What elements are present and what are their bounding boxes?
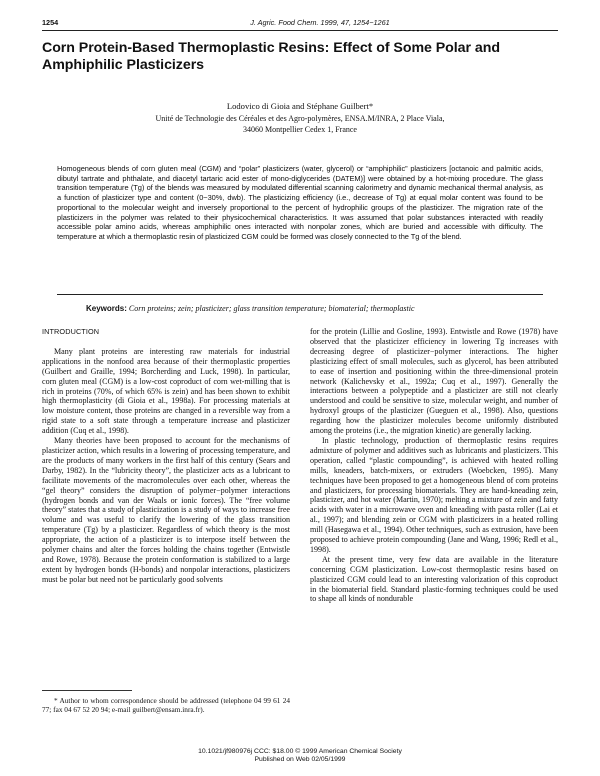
right-column bbox=[310, 327, 558, 604]
footnote-rule bbox=[42, 690, 132, 691]
affiliation-line-2: 34060 Montpellier Cedex 1, France bbox=[243, 124, 357, 134]
keywords-list: Corn proteins; zein; plasticizer; glass transition temperature; biomaterial; thermoplastic bbox=[128, 304, 415, 313]
affiliation bbox=[42, 114, 558, 135]
body-paragraph: Many theories have been proposed to account for the mechanisms of plasticizer action, which results in a lowering of processing temperature, and are the products of many workers in the first half of this century (Sears and Darby, 1982). In the “lubricity theory”, the plasticizer acts as a lubricant to facilitate movements of the macromolecules over each other, whereas the “gel theory” considers the disruption of polymer−polymer interactions (hydrogen bonds and van der Waals or ionic forces). The “free volume theory” states that a study of plasticization is a study of ways to increase free volume and was useful to clarify the lowering of the glass transition temperature (Tg) by a plasticizer. Regardless of which theory is the most appropriate, the action of a plasticizer is to interpose itself between the polymer chains and alter the forces holding the chains together (Entwistle and Rowe, 1978). Because the protein conformation is stabilized to a large extent by hydrogen bonds (H-bonds) and nonpolar interactions, plasticizers must be polar but need not be particularly good solvents bbox=[42, 436, 290, 584]
page-number: 1254 bbox=[42, 18, 59, 27]
section-heading-introduction: INTRODUCTION bbox=[42, 327, 100, 336]
author-list: Lodovico di Gioia and Stéphane Guilbert* bbox=[226, 101, 374, 111]
affiliation-line-1: Unité de Technologie des Céréales et des Agro-polymères, ENSA.M/INRA, 2 Place Viala, bbox=[155, 114, 445, 123]
keywords-label: Keywords: bbox=[86, 304, 127, 313]
article-title: Corn Protein-Based Thermoplastic Resins: Effect of Some Polar and Amphiphilic Plasticizers bbox=[42, 40, 500, 73]
left-column bbox=[42, 327, 290, 585]
page-footer bbox=[42, 748, 558, 765]
body-paragraph: Many plant proteins are interesting raw materials for industrial applications in the nonfood area because of their thermoplastic properties (Guilbert and Graille, 1994; Borcherding and Luck, 1998). In particular, corn gluten meal (CGM) is a low-cost coproduct of corn wet-milling that is rich in proteins (70%, of which 65% is zein) and has been shown to exhibit high thermoplasticity (di Gioia et al., 1998a). For processing materials at low moisture content, those proteins are changed in a reversible way from a rigid state to a soft state through a temperature increase and plasticizer addition (Cuq et al., 1998). bbox=[42, 346, 290, 436]
publication-date-line: Published on Web 02/05/1999 bbox=[254, 756, 346, 764]
abstract: Homogeneous blends of corn gluten meal (CGM) and “polar” plasticizers (water, glycerol) or “amphiphilic” plasticizers [octanoic and palmitic acids, dibutyl tartrate and phthalate, and diacetyl tartaric acid ester of mono-diglycerides (DATEM)] were obtained by a hot-mixing procedure. The glass transition temperature (Tg) of the blends was measured by modulated differential scanning calorimetry and dynamic mechanical thermal analysis, as a function of plasticizer type and content (0−30%, dwb). The plasticizing efficiency (i.e., decrease of Tg) at equal molar content was found to be proportional to the molecular weight and inversely proportional to the percent of hydrophilic groups of the plasticizer. The migration rate of the plasticizers in the polymer was related to their physicochemical characteristics. It was assumed that polar substances interacted with readily accessible polar amino acids, whereas amphiphilic ones interacted with nonpolar zones, which are buried and accessible with difficulty. The temperature at which a thermoplastic resin of plasticized CGM could be formed was closely connected to the Tg of the blend. bbox=[57, 164, 543, 241]
body-paragraph: At the present time, very few data are available in the literature concerning CGM plasticization. Low-cost thermoplastic resins based on plasticized CGM could lead to an interesting valorization of this coproduct in the biomaterial field. Standard plastic-forming techniques could be used to shape all kinds of nondurable bbox=[310, 554, 558, 604]
header-rule bbox=[42, 30, 558, 31]
keywords bbox=[86, 304, 556, 314]
running-head: J. Agric. Food Chem. 1999, 47, 1254−1261 bbox=[250, 18, 390, 27]
correspondence-footnote: * Author to whom correspondence should be addressed (telephone 04 99 61 24 77; fax 04 67 52 20 94; e-mail guilbert@ensam.inra.fr). bbox=[42, 696, 290, 715]
doi-copyright-line: 10.1021/jf980976j CCC: $18.00 © 1999 American Chemical Society bbox=[198, 748, 402, 755]
body-paragraph: for the protein (Lillie and Gosline, 1993). Entwistle and Rowe (1978) have observed that the plasticizer efficiency in lowering Tg increases with decreasing degree of plasticizer−polymer interactions. The higher plasticizing effect of small molecules, such as glycerol, has been attributed to ease of insertion and positioning within the three-dimensional protein network (Kalichevsky et al., 1992a; Cuq et al., 1997). Generally the interactions between a polypeptide and a plasticizer are still not clearly understood and could be sensitive to size, molecular weight, and number of hydroxyl groups of the plasticizer (Gueguen et al., 1998). Also, questions regarding how the plasticizer molecules become uniformly distributed among the proteins (i.e., the migration kinetic) are generally lacking. bbox=[310, 327, 558, 436]
body-paragraph: In plastic technology, production of thermoplastic resins requires admixture of polymer and additives such as lubricants and plasticizers. This operation, called “plastic compounding”, is achieved with heated rolling mills, kneaders, batch-mixers, or extruders (Woebcken, 1995). Many techniques have been proposed to get a homogeneous blend of corn proteins and plasticizers, for processing biomaterials. They are hand-kneading zein, plasticizer, and hot water (Martin, 1970); melting a mixture of zein and fatty acids with water in a microwave oven and kneading with pasta roller (Lai et al., 1997); and blending zein or CGM with plasticizers in a heated rolling mill (Hasegawa et al., 1994). Other techniques, such as extrusion, have been proposed to achieve protein compounding (Jane and Wang, 1996; Redl et al., 1998). bbox=[310, 435, 558, 554]
keywords-rule bbox=[57, 294, 543, 295]
